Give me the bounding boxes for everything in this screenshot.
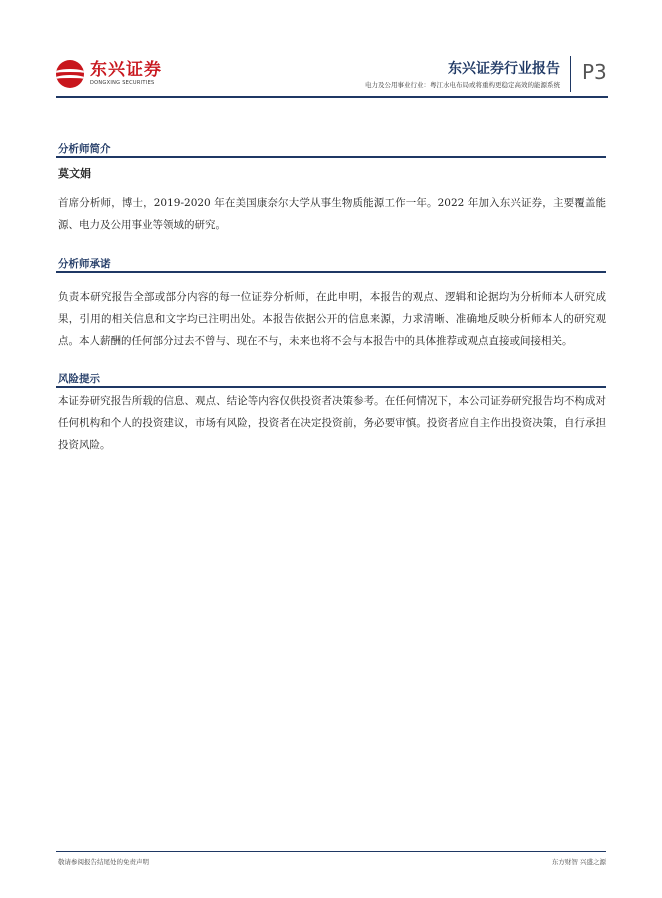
page-number: P3 [582, 60, 607, 84]
analyst-bio: 首席分析师，博士，2019-2020 年在美国康奈尔大学从事生物质能源工作一年。2022 年加入东兴证券，主要覆盖能源、电力及公用事业等领域的研究。 [58, 197, 606, 231]
logo-chinese-name: 东兴证券 [90, 60, 162, 80]
logo-english-name: DONGXING SECURITIES [90, 80, 155, 86]
footer-slogan: 东方财智 兴盛之源 [551, 858, 606, 866]
header-rule [56, 96, 608, 98]
analyst-name: 莫文娟 [58, 167, 91, 180]
analyst-commitment-text: 负责本研究报告全部或部分内容的每一位证券分析师，在此申明，本报告的观点、逻辑和论据均为分析师本人研究成果，引用的相关信息和文字均已注明出处。本报告依据公开的信息来源，力求清晰、准确地反映分析师本人的研究观点。本人薪酬的任何部分过去不曾与、现在不与，未来也将不会与本报告中的具体推荐或观点直接或间接相关。 [58, 291, 606, 347]
section-rule [56, 271, 606, 273]
company-logo [56, 60, 162, 88]
section-rule [56, 386, 606, 388]
section-title-risk-warning: 风险提示 [58, 373, 100, 385]
footer-rule [56, 851, 606, 852]
risk-warning-text: 本证券研究报告所载的信息、观点、结论等内容仅供投资者决策参考。在任何情况下，本公司证券研究报告均不构成对任何机构和个人的投资建议，市场有风险，投资者在决定投资前，务必要审慎。投资者应自主作出投资决策，自行承担投资风险。 [58, 395, 606, 451]
report-subtitle: 电力及公用事业行业：粤江水电布局或将重构更稳定高效的能源系统 [365, 81, 560, 89]
report-title: 东兴证券行业报告 [448, 61, 560, 77]
footer-disclaimer-note: 敬请参阅报告结尾处的免责声明 [58, 858, 149, 866]
section-title-analyst-intro: 分析师简介 [58, 143, 111, 155]
section-title-analyst-commitment: 分析师承诺 [58, 258, 111, 270]
logo-mark-icon [56, 60, 84, 88]
header-divider [570, 56, 571, 92]
page-header [0, 0, 662, 100]
section-rule [56, 156, 606, 158]
